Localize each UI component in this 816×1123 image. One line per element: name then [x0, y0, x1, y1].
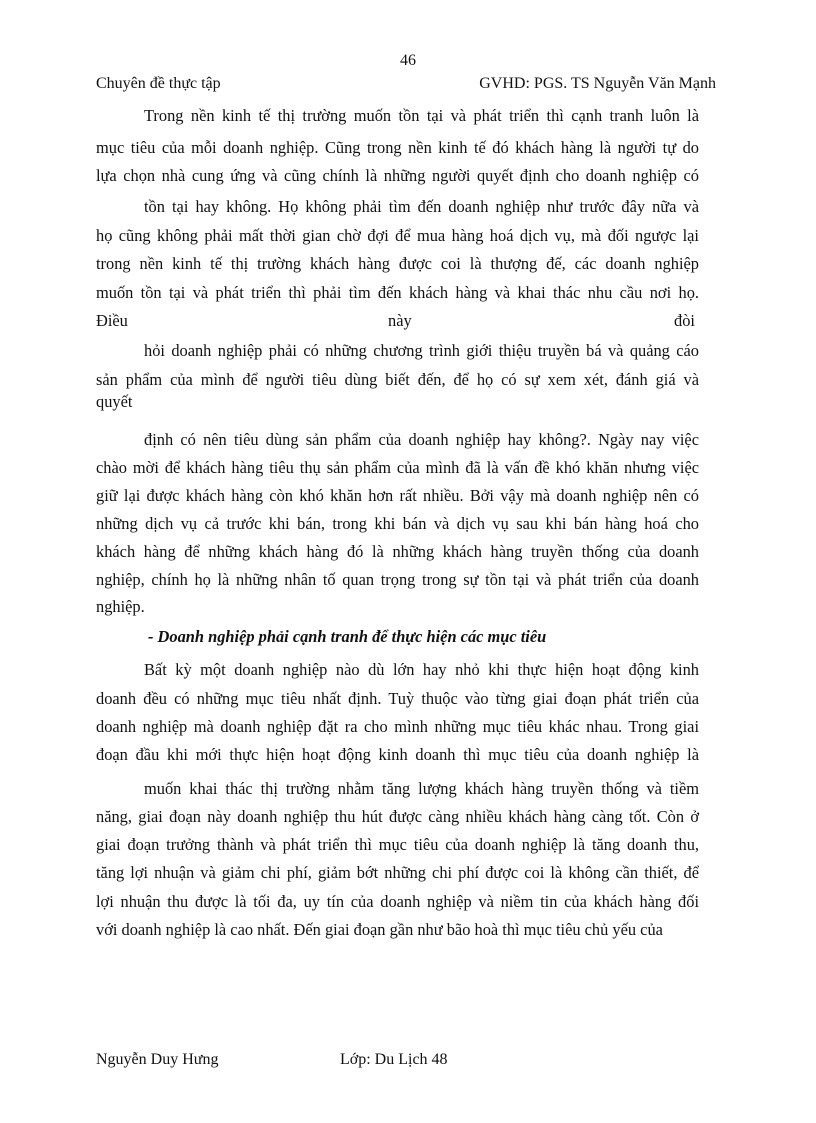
text-line: tồn tại hay không. Họ không phải tìm đến doanh nghiệp như trước đây nữa và	[144, 197, 699, 216]
text-line: doanh nghiệp mà doanh nghiệp đặt ra cho mình những mục tiêu khác nhau. Trong giai	[96, 717, 699, 736]
text-word: Điều	[96, 311, 128, 330]
text-line: mục tiêu của mỗi doanh nghiệp. Cũng trong nền kinh tế đó khách hàng là người tự do	[96, 138, 699, 157]
text-line: lựa chọn nhà cung ứng và cũng chính là những người quyết định cho doanh nghiệp có	[96, 166, 699, 185]
text-line: giữ lại được khách hàng còn khó khăn hơn rất nhiều. Bởi vậy mà doanh nghiệp nên có	[96, 486, 699, 505]
text-line: những dịch vụ cả trước khi bán, trong khi bán và dịch vụ sau khi bán hàng hoá cho	[96, 514, 699, 533]
text-line: năng, giai đoạn này doanh nghiệp thu hút được càng nhiều khách hàng càng tốt. Còn ở	[96, 807, 699, 826]
page-number: 46	[400, 52, 416, 69]
text-line: lợi nhuận thu được là tối đa, uy tín của doanh nghiệp và niềm tin của khách hàng đối	[96, 892, 699, 911]
text-line: quyết	[96, 392, 133, 411]
text-line: hỏi doanh nghiệp phải có những chương trình giới thiệu truyền bá và quảng cáo	[144, 341, 699, 360]
text-line: định có nên tiêu dùng sản phẩm của doanh nghiệp hay không?. Ngày nay việc	[144, 430, 699, 449]
text-line: Bất kỳ một doanh nghiệp nào dù lớn hay nhỏ khi thực hiện hoạt động kinh	[144, 660, 699, 679]
section-heading: - Doanh nghiệp phải cạnh tranh để thực hiện các mục tiêu	[148, 627, 547, 646]
text-line: với doanh nghiệp là cao nhất. Đến giai đoạn gần như bão hoà thì mục tiêu chủ yếu của	[96, 920, 663, 939]
text-word: này	[388, 311, 412, 330]
text-line: muốn khai thác thị trường nhằm tăng lượng khách hàng truyền thống và tiềm	[144, 779, 699, 798]
footer-right: Lớp: Du Lịch 48	[340, 1051, 448, 1068]
text-line: đoạn đầu khi mới thực hiện hoạt động kinh doanh thì mục tiêu của doanh nghiệp là	[96, 745, 699, 764]
text-line: Trong nền kinh tế thị trường muốn tồn tại và phát triển thì cạnh tranh luôn là	[144, 106, 699, 125]
text-line: trong nền kinh tế thị trường khách hàng được coi là thượng đế, các doanh nghiệp	[96, 254, 699, 273]
text-line: họ cũng không phải mất thời gian chờ đợi để mua hàng hoá dịch vụ, mà đối ngược lại	[96, 226, 699, 245]
text-word: đòi	[674, 311, 695, 330]
text-line: nghiệp.	[96, 597, 145, 616]
text-line: muốn tồn tại và phát triển thì phải tìm đến khách hàng và khai thác nhu cầu nơi họ.	[96, 283, 699, 302]
text-line: doanh đều có những mục tiêu nhất định. Tuỳ thuộc vào từng giai đoạn phát triển của	[96, 689, 699, 708]
text-line: giai đoạn trưởng thành và phát triển thì mục tiêu của doanh nghiệp là tăng doanh thu,	[96, 835, 699, 854]
header-left: Chuyên đề thực tập	[96, 75, 221, 92]
footer-left: Nguyễn Duy Hưng	[96, 1051, 219, 1068]
text-line: chào mời để khách hàng tiêu thụ sản phẩm của mình đã là vấn đề khó khăn nhưng việc	[96, 458, 699, 477]
header-right: GVHD: PGS. TS Nguyễn Văn Mạnh	[479, 75, 716, 92]
text-line: khách hàng để những khách hàng đó là những khách hàng truyền thống của doanh	[96, 542, 699, 561]
text-line: tăng lợi nhuận và giảm chi phí, giảm bớt những chi phí được coi là không cần thiết, để	[96, 863, 699, 882]
text-line: nghiệp, chính họ là những nhân tố quan trọng trong sự tồn tại và phát triển của doanh	[96, 570, 699, 589]
text-line: sản phẩm của mình để người tiêu dùng biết đến, để họ có sự xem xét, đánh giá và	[96, 370, 699, 389]
